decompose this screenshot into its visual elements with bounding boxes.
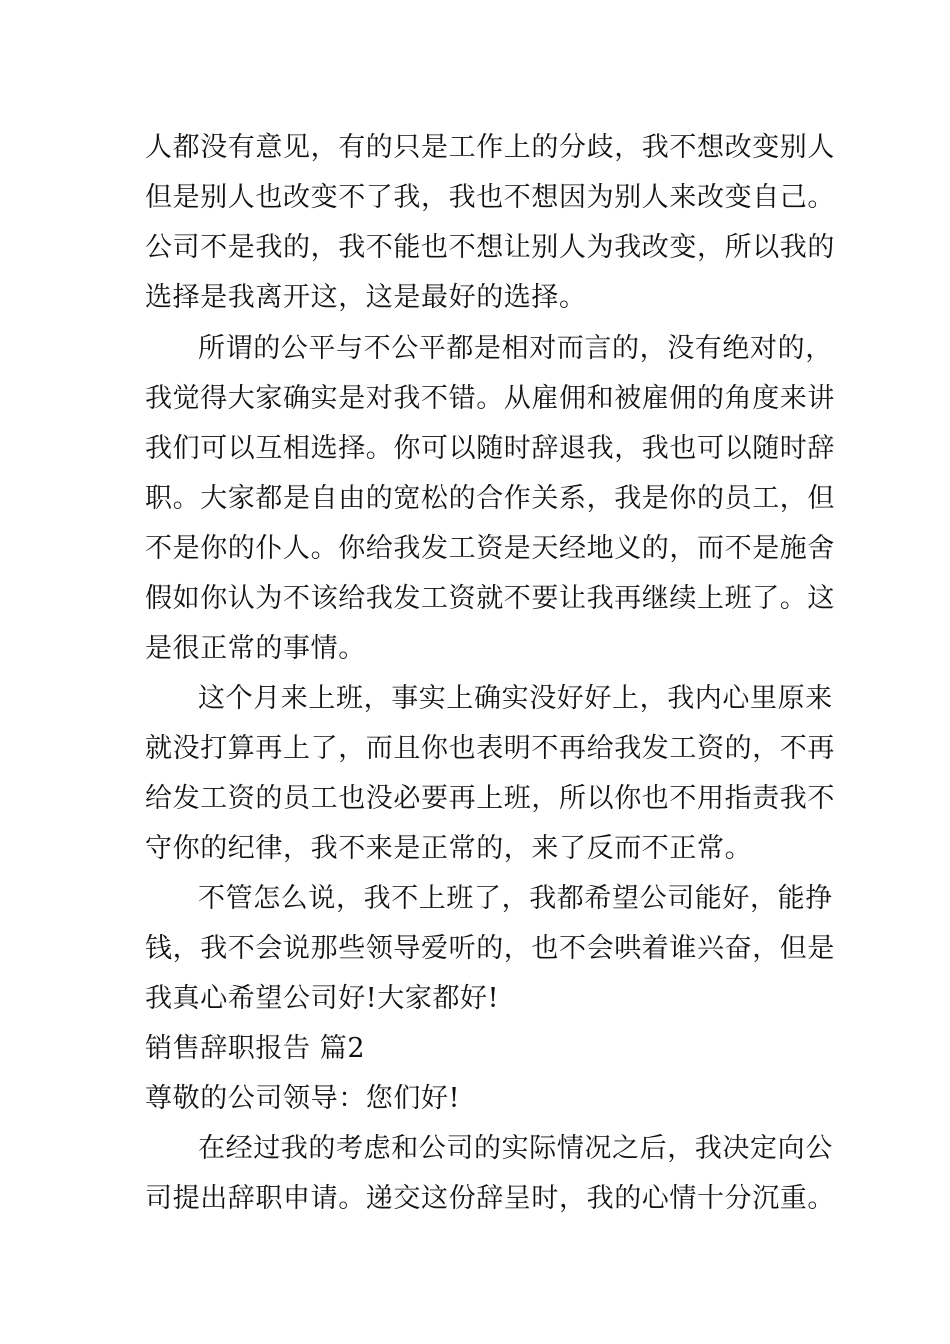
text-line: 我们可以互相选择。你可以随时辞退我，我也可以随时辞 xyxy=(145,433,835,464)
salutation: 尊敬的公司领导：您们好! xyxy=(145,1083,461,1114)
text-line: 我觉得大家确实是对我不错。从雇佣和被雇佣的角度来讲 xyxy=(145,383,835,414)
text-line: 选择是我离开这，这是最好的选择。 xyxy=(145,282,587,313)
text-line: 人都没有意见，有的只是工作上的分歧，我不想改变别人 xyxy=(145,132,835,163)
text-line: 职。大家都是自由的宽松的合作关系，我是你的员工，但 xyxy=(145,483,835,514)
section-heading: 销售辞职报告 篇2 xyxy=(145,1033,366,1064)
paragraph-start: 不管怎么说，我不上班了，我都希望公司能好，能挣 xyxy=(198,883,833,914)
text-line: 就没打算再上了，而且你也表明不再给我发工资的，不再 xyxy=(145,733,835,764)
text-line: 司提出辞职申请。递交这份辞呈时，我的心情十分沉重。 xyxy=(145,1183,835,1214)
paragraph-start: 这个月来上班，事实上确实没好好上，我内心里原来 xyxy=(198,683,833,714)
text-line: 守你的纪律，我不来是正常的，来了反而不正常。 xyxy=(145,833,753,864)
paragraph-start: 在经过我的考虑和公司的实际情况之后，我决定向公 xyxy=(198,1133,833,1164)
text-line: 我真心希望公司好!大家都好! xyxy=(145,983,500,1014)
text-line: 但是别人也改变不了我，我也不想因为别人来改变自己。 xyxy=(145,182,835,213)
text-line: 公司不是我的，我不能也不想让别人为我改变，所以我的 xyxy=(145,232,835,263)
text-line: 假如你认为不该给我发工资就不要让我再继续上班了。这 xyxy=(145,583,835,614)
text-line: 是很正常的事情。 xyxy=(145,633,366,664)
text-line: 给发工资的员工也没必要再上班，所以你也不用指责我不 xyxy=(145,783,835,814)
text-line: 不是你的仆人。你给我发工资是天经地义的，而不是施舍 xyxy=(145,533,835,564)
text-line: 钱，我不会说那些领导爱听的，也不会哄着谁兴奋，但是 xyxy=(145,933,835,964)
paragraph-start: 所谓的公平与不公平都是相对而言的，没有绝对的， xyxy=(198,333,833,364)
